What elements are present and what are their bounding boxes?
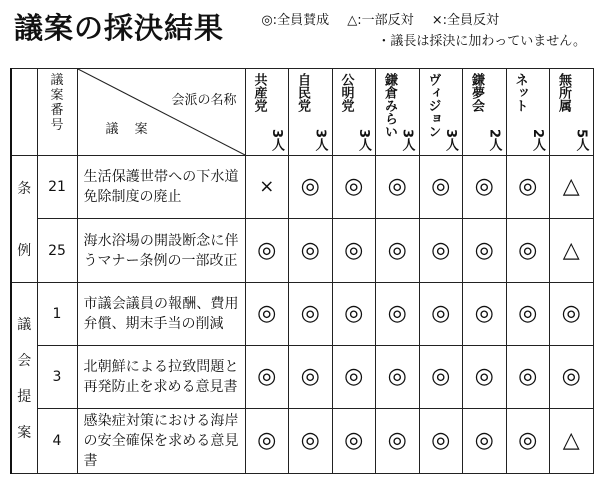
legend-note: ・議長は採決に加わっていません。 bbox=[377, 34, 586, 49]
table-row bbox=[11, 409, 593, 474]
vote-mark: ◎ bbox=[463, 156, 507, 219]
vote-legend bbox=[261, 10, 586, 52]
faction-name-label: 会派の名称 bbox=[171, 93, 237, 108]
vote-mark: ◎ bbox=[506, 219, 550, 283]
vote-mark: ◎ bbox=[463, 283, 507, 346]
vote-mark: ◎ bbox=[289, 219, 333, 283]
vote-mark: ◎ bbox=[419, 346, 463, 409]
table-row bbox=[11, 156, 593, 219]
vote-mark: ◎ bbox=[376, 156, 420, 219]
vote-mark: ◎ bbox=[419, 219, 463, 283]
vote-mark: ◎ bbox=[419, 156, 463, 219]
vote-mark: ◎ bbox=[289, 156, 333, 219]
diagonal-line bbox=[78, 69, 245, 155]
category-council-proposal: 議 会 提 案 bbox=[11, 283, 37, 474]
vote-mark: △ bbox=[550, 156, 594, 219]
party-header: 公明党 3人 bbox=[332, 69, 376, 156]
vote-mark: ◎ bbox=[245, 219, 289, 283]
bill-title: 感染症対策における海岸の安全確保を求める意見書 bbox=[77, 409, 245, 474]
table-row bbox=[11, 283, 593, 346]
bill-number-header: 議 案 番 号 bbox=[37, 69, 77, 156]
vote-mark: ◎ bbox=[245, 409, 289, 474]
party-header: 鎌倉みらい 3人 bbox=[376, 69, 420, 156]
bill-number: 25 bbox=[37, 219, 77, 283]
vote-mark: ◎ bbox=[550, 346, 594, 409]
vote-results-table bbox=[10, 68, 594, 474]
vote-mark: ◎ bbox=[376, 409, 420, 474]
corner-cell bbox=[11, 69, 37, 156]
vote-mark: × bbox=[245, 156, 289, 219]
vote-mark: ◎ bbox=[506, 346, 550, 409]
vote-mark: ◎ bbox=[289, 409, 333, 474]
vote-mark: ◎ bbox=[506, 156, 550, 219]
bill-title: 北朝鮮による拉致問題と再発防止を求める意見書 bbox=[77, 346, 245, 409]
table-row bbox=[11, 219, 593, 283]
party-header: ネット 2人 bbox=[506, 69, 550, 156]
category-ordinance: 条 例 bbox=[11, 156, 37, 283]
table-header-row bbox=[11, 69, 593, 156]
bill-number: 1 bbox=[37, 283, 77, 346]
bill-number: 3 bbox=[37, 346, 77, 409]
vote-mark: ◎ bbox=[245, 346, 289, 409]
vote-mark: ◎ bbox=[419, 409, 463, 474]
vote-mark: ◎ bbox=[245, 283, 289, 346]
vote-mark: ◎ bbox=[332, 409, 376, 474]
vote-mark: ◎ bbox=[463, 346, 507, 409]
vote-mark: △ bbox=[550, 219, 594, 283]
bill-title: 海水浴場の開設断念に伴うマナー条例の一部改正 bbox=[77, 219, 245, 283]
bill-title: 市議会議員の報酬、費用弁償、期末手当の削減 bbox=[77, 283, 245, 346]
bill-label: 議 案 bbox=[105, 122, 154, 137]
diagonal-header bbox=[77, 69, 245, 156]
table-row bbox=[11, 346, 593, 409]
party-header: 無所属 5人 bbox=[550, 69, 594, 156]
vote-mark: ◎ bbox=[550, 283, 594, 346]
vote-mark: ◎ bbox=[332, 346, 376, 409]
party-header: 共産党 3人 bbox=[245, 69, 289, 156]
vote-mark: ◎ bbox=[419, 283, 463, 346]
vote-mark: △ bbox=[550, 409, 594, 474]
bill-number: 21 bbox=[37, 156, 77, 219]
vote-mark: ◎ bbox=[376, 283, 420, 346]
party-header: ヴィジョン 3人 bbox=[419, 69, 463, 156]
vote-mark: ◎ bbox=[463, 219, 507, 283]
party-header: 自民党 3人 bbox=[289, 69, 333, 156]
legend-partial-oppose: △:一部反対 bbox=[347, 13, 414, 28]
bill-number: 4 bbox=[37, 409, 77, 474]
vote-mark: ◎ bbox=[289, 346, 333, 409]
legend-all-approve: ◎:全員賛成 bbox=[261, 13, 330, 28]
vote-mark: ◎ bbox=[506, 283, 550, 346]
legend-all-oppose: ×:全員反対 bbox=[431, 13, 500, 28]
vote-mark: ◎ bbox=[506, 409, 550, 474]
vote-mark: ◎ bbox=[332, 283, 376, 346]
vote-mark: ◎ bbox=[289, 283, 333, 346]
vote-mark: ◎ bbox=[332, 156, 376, 219]
vote-mark: ◎ bbox=[332, 219, 376, 283]
vote-mark: ◎ bbox=[376, 346, 420, 409]
bill-title: 生活保護世帯への下水道免除制度の廃止 bbox=[77, 156, 245, 219]
page-title: 議案の採決結果 bbox=[14, 11, 225, 45]
vote-mark: ◎ bbox=[463, 409, 507, 474]
vote-mark: ◎ bbox=[376, 219, 420, 283]
party-header: 鎌夢会 2人 bbox=[463, 69, 507, 156]
